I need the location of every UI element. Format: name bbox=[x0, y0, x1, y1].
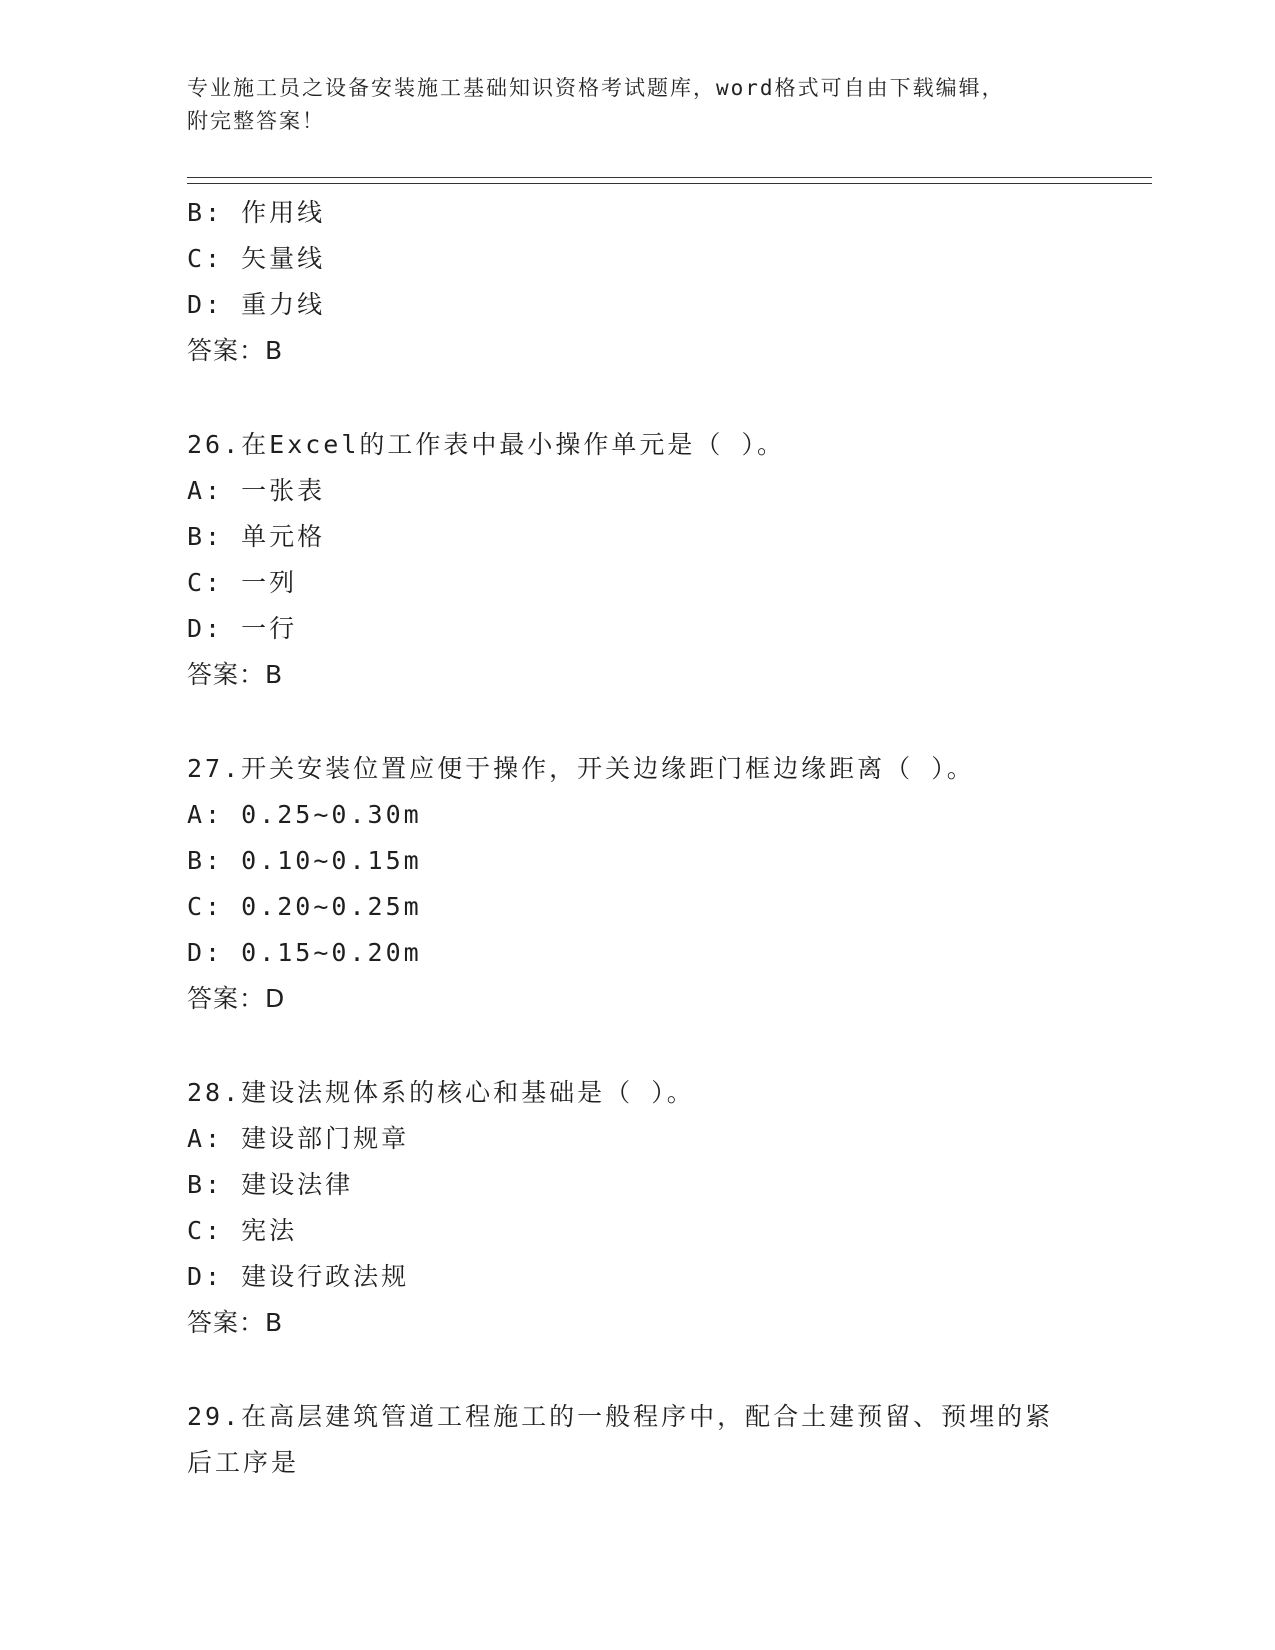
question-text: 26.在Excel的工作表中最小操作单元是（ ）。 bbox=[187, 430, 785, 459]
option-c: C: 一列 bbox=[187, 568, 298, 597]
option-a: A: 一张表 bbox=[187, 476, 326, 505]
option-a: A: 建设部门规章 bbox=[187, 1124, 410, 1153]
question-28 bbox=[187, 1070, 1147, 1346]
option-a: A: 0.25~0.30m bbox=[187, 800, 422, 829]
question-26 bbox=[187, 422, 1147, 698]
question-text: 27.开关安装位置应便于操作，开关边缘距门框边缘距离（ ）。 bbox=[187, 754, 975, 783]
answer: 答案：B bbox=[187, 336, 284, 365]
option-b: B: 单元格 bbox=[187, 522, 326, 551]
question-29 bbox=[187, 1394, 1147, 1486]
question-list bbox=[187, 190, 1147, 1486]
spacer bbox=[187, 374, 1147, 422]
option-c: C: 矢量线 bbox=[187, 244, 326, 273]
spacer bbox=[187, 1346, 1147, 1394]
question-text-line-2: 后工序是 bbox=[187, 1448, 300, 1477]
answer: 答案：B bbox=[187, 1308, 284, 1337]
option-b: B: 0.10~0.15m bbox=[187, 846, 422, 875]
question-text-line-1: 29.在高层建筑管道工程施工的一般程序中，配合土建预留、预埋的紧 bbox=[187, 1402, 1054, 1431]
spacer bbox=[187, 698, 1147, 746]
question-27 bbox=[187, 746, 1147, 1022]
option-b: B: 建设法律 bbox=[187, 1170, 354, 1199]
spacer bbox=[187, 1022, 1147, 1070]
option-d: D: 0.15~0.20m bbox=[187, 938, 422, 967]
header-divider-top bbox=[187, 177, 1152, 178]
header-title-line-1: 专业施工员之设备安装施工基础知识资格考试题库，word格式可自由下载编辑， bbox=[187, 76, 1005, 100]
answer: 答案：B bbox=[187, 660, 284, 689]
option-d: D: 一行 bbox=[187, 614, 298, 643]
answer: 答案：D bbox=[187, 984, 286, 1013]
header-divider-bottom bbox=[187, 183, 1152, 184]
option-d: D: 建设行政法规 bbox=[187, 1262, 410, 1291]
option-c: C: 宪法 bbox=[187, 1216, 298, 1245]
option-c: C: 0.20~0.25m bbox=[187, 892, 422, 921]
header-title-line-2: 附完整答案！ bbox=[187, 109, 325, 133]
question-text: 28.建设法规体系的核心和基础是（ ）。 bbox=[187, 1078, 695, 1107]
question-25-continued bbox=[187, 190, 1147, 374]
document-header bbox=[187, 72, 1087, 138]
option-d: D: 重力线 bbox=[187, 290, 326, 319]
option-b: B: 作用线 bbox=[187, 198, 326, 227]
